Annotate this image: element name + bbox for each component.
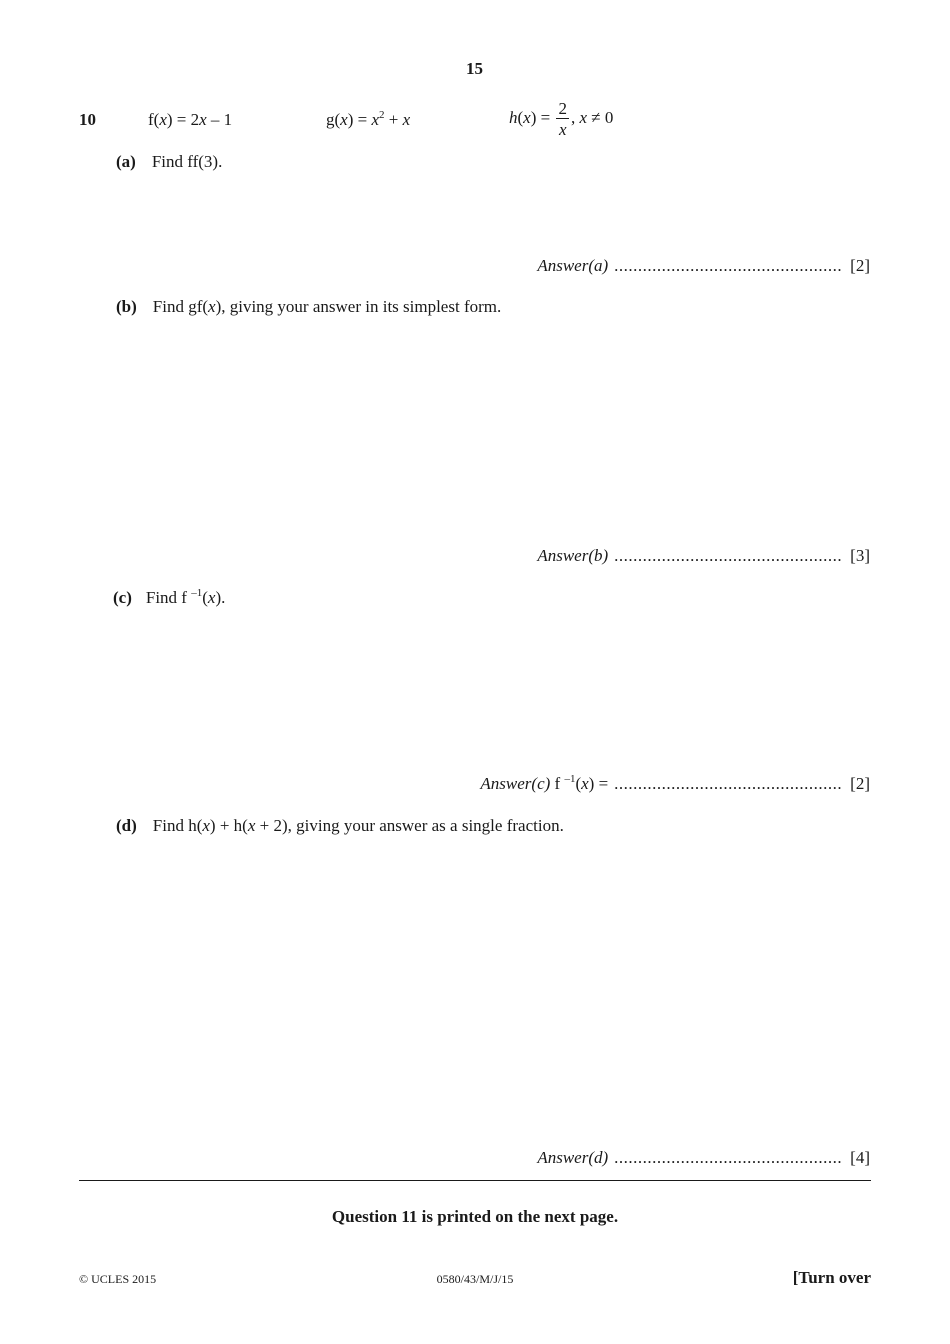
next-page-note: Question 11 is printed on the next page. [331, 1207, 619, 1226]
footer-copyright: © UCLES 2015 [79, 1272, 157, 1286]
page-divider [79, 1180, 871, 1181]
question-number: 10 [79, 110, 96, 129]
answer-d-line[interactable]: Answer(d) ................................................ [4] [537, 1148, 870, 1167]
h-fraction: $\frac{2}{x}$ [558, 99, 567, 139]
answer-c-line[interactable]: Answer(c) f $^{-1}$(x) = ................................................ [2] [480, 773, 870, 793]
footer-code: 0580/43/M/J/15 [436, 1272, 514, 1286]
part-c-question: (c) Find f $^{-1}$(x). [113, 587, 226, 607]
answer-b-line[interactable]: Answer(b) ................................................ [3] [537, 546, 870, 565]
part-b-question: (b) Find gf(x), giving your answer in its simplest form. [116, 297, 502, 316]
turn-over: [Turn over [792, 1268, 871, 1287]
part-d-question: (d) Find h(x) + h(x + 2), giving your answer as a single fraction. [116, 816, 564, 835]
f-definition: f(x) = 2x – 1 [148, 110, 233, 129]
page-number: 15 [466, 59, 483, 78]
part-a-question: (a) Find ff(3). [116, 152, 223, 171]
h-definition: h(x) = $\frac{2}{x}$ , x ≠ 0 [509, 99, 614, 139]
g-definition: $g(x) = x^2 + x$ [326, 109, 411, 129]
answer-a-line[interactable]: Answer(a) ................................................ [2] [537, 256, 870, 275]
